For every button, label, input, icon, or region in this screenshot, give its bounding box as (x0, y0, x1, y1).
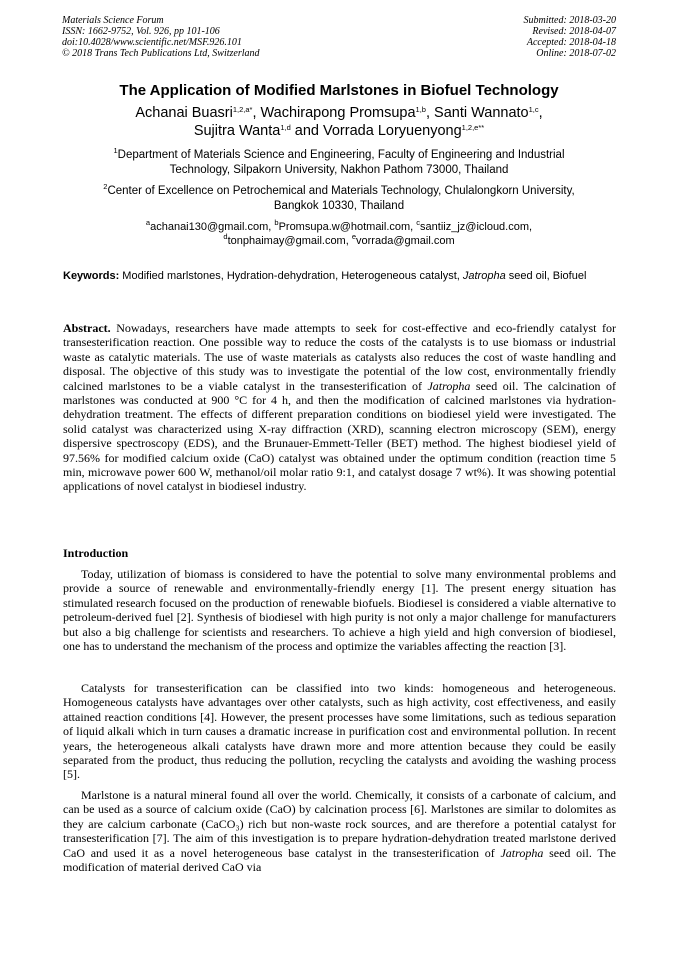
intro-paragraph-3-italic: Jatropha (500, 845, 544, 860)
abstract-italic: Jatropha (427, 378, 471, 393)
author-affiliation-mark: 1,b (415, 105, 426, 114)
author-name: Wachirapong Promsupa (260, 105, 416, 121)
copyright-line: © 2018 Trans Tech Publications Ltd, Switzerland (62, 48, 260, 59)
intro-paragraph-3-text-end: seed oil. The modification of material derived CaO via (63, 845, 616, 875)
email-e[interactable]: vorrada@gmail.com (356, 235, 455, 247)
journal-name: Materials Science Forum (62, 15, 164, 26)
abstract-label: Abstract. (63, 321, 111, 335)
author-name: Vorrada Loryuenyong (323, 123, 462, 139)
email-a[interactable]: achanai130@gmail.com, (150, 221, 275, 233)
email-list: $^a$achanai130@gmail.com, $^b$Promsupa.w@hotmail.com, $^c$santiiz_jz@icloud.com, $^d$tonphaimay@gmail.com, $^e$vorrada@gmail.com (145, 218, 533, 247)
author-name: Achanai Buasri (135, 105, 233, 121)
intro-paragraph-3-text: Marlstone is a natural mineral found all over the world. Chemically, it consists of a carbonate of calcium, and can be used as a source of calcium oxide (CaO) by calcination process [6]. Marlstones are similar to dolomites as they are calcium carbonate (CaCO₃) rich but non-waste rock sources, and are therefore a potential catalyst for transesterification [7]. The aim of this investigation is to prepare hydration-dehydration treated marlstone derived CaO and used it as a novel heterogeneous base catalyst in the transesterification of (63, 788, 616, 860)
email-d[interactable]: tonphaimay@gmail.com, (227, 235, 352, 247)
intro-paragraph-1: Today, utilization of biomass is considered to have the potential to solve many environmental problems and provide a source of renewable and environmentally-friendly energy [1]. The present energy situation has stimulated research focused on the production of renewable biofuels. Biodiesel is considered a viable alternative to petroleum-derived fuel [2]. Synthesis of biodiesel with high purity is not only a major challenge for manufacturers but also a big challenge for scientists and researchers. To achieve a high yield and high conversion of biodiesel, one has to understand the mechanism of the process and optimize the variables affecting the reaction [3]. (63, 567, 616, 654)
author-affiliation-mark: 1,2,e** (461, 123, 485, 132)
affiliation-text: Technology, Silpakorn University, Nakhon Pathom 73000, Thailand (169, 164, 509, 176)
keywords-italic: Jatropha (462, 270, 506, 282)
submitted-date: Submitted: 2018-03-20 (523, 15, 616, 26)
author-separator: , (538, 105, 543, 121)
online-date: Online: 2018-07-02 (536, 48, 616, 59)
revised-date: Revised: 2018-04-07 (532, 26, 616, 37)
keywords-text-end: seed oil, Biofuel (505, 270, 587, 282)
abstract-text-end: seed oil. The calcination of marlstones was conducted at 900 °C for 4 h, and then the modification of calcined marlstones via hydration-dehydration treatment. The effects of different preparation conditions on biodiesel yield were investigated. The solid catalyst was characterized using X-ray diffraction (XRD), scanning electron microscopy (SEM), energy dispersive spectroscopy (EDS), and the Brunauer-Emmett-Teller (BET) method. The highest biodiesel yield of 97.56% for modified calcium oxide (CaO) catalyst was obtained under the optimum condition (reaction time 5 min, microwave power 600 W, methanol/oil molar ratio 9:1, and catalyst dosage 7 wt%). It was showing potential applications of novel catalyst in biodiesel industry. (63, 378, 616, 494)
affiliation-2 (60, 184, 618, 214)
author-list (50, 104, 628, 140)
email-b[interactable]: Promsupa.w@hotmail.com, (278, 221, 417, 233)
affiliation-text: Department of Materials Science and Engineering, Faculty of Engineering and Industrial (117, 149, 565, 161)
journal-header (62, 15, 260, 59)
author-affiliation-mark: 1,d (280, 123, 291, 132)
keywords-text: Modified marlstones, Hydration-dehydration, Heterogeneous catalyst, (119, 270, 463, 282)
author-name: Sujitra Wanta (193, 123, 281, 139)
email-c[interactable]: santiiz_jz@icloud.com, (420, 221, 533, 233)
accepted-date: Accepted: 2018-04-18 (526, 37, 616, 48)
affiliation-number: 1 (113, 146, 118, 155)
author-line-2 (50, 122, 628, 140)
affiliation-number: 2 (103, 182, 108, 191)
affiliation-1 (60, 148, 618, 178)
author-separator: , (252, 105, 261, 121)
author-line-1 (50, 104, 628, 122)
author-affiliation-mark: 1,2,a* (232, 105, 253, 114)
affiliation-text: Bangkok 10330, Thailand (273, 200, 405, 212)
author-affiliation-mark: 1,c (528, 105, 539, 114)
abstract (63, 321, 616, 494)
intro-paragraph-3 (63, 788, 616, 874)
keywords-label: Keywords: (63, 270, 120, 282)
abstract-text: Nowadays, researchers have made attempts to seek for cost-effective and eco-friendly catalyst for transesterification reaction. One possible way to reduce the costs of the catalysts is to use biomass or industrial waste as catalytic materials. The use of waste materials as catalysts also reduces the cost of waste handling and disposal. The objective of this study was to investigate the potential of the low cost, environmentally friendly calcined marlstones to be a viable catalyst in the transesterification of (63, 321, 616, 393)
intro-paragraph-2: Catalysts for transesterification can be classified into two kinds: homogeneous and heterogeneous. Homogeneous catalysts have advantages over other catalysts, such as high activity, cost effectiveness, and easily attained reaction conditions [4]. However, the present processes have some limitations, such as tedious separation of liquid alkali which in turn causes a dramatic increase in purification cost and environmental pollution. In recent years, the heterogeneous alkali catalysts have drawn more and more attention because they could be easily separated from the product, thus reducing the pollution, recycling the catalysts and avoiding the washing process [5]. (63, 681, 616, 782)
affiliation-text: Center of Excellence on Petrochemical and Materials Technology, Chulalongkorn University, (107, 185, 575, 197)
doi-line: doi:10.4028/www.scientific.net/MSF.926.101 (62, 37, 242, 48)
paper-title: The Application of Modified Marlstones in Biofuel Technology (119, 82, 559, 99)
author-separator: and (290, 123, 323, 139)
issn-line: ISSN: 1662-9752, Vol. 926, pp 101-106 (62, 26, 220, 37)
keywords (63, 269, 616, 284)
section-heading-introduction: Introduction (63, 546, 129, 560)
author-name: Santi Wannato (434, 105, 529, 121)
author-separator: , (425, 105, 435, 121)
dates-header (524, 15, 617, 59)
